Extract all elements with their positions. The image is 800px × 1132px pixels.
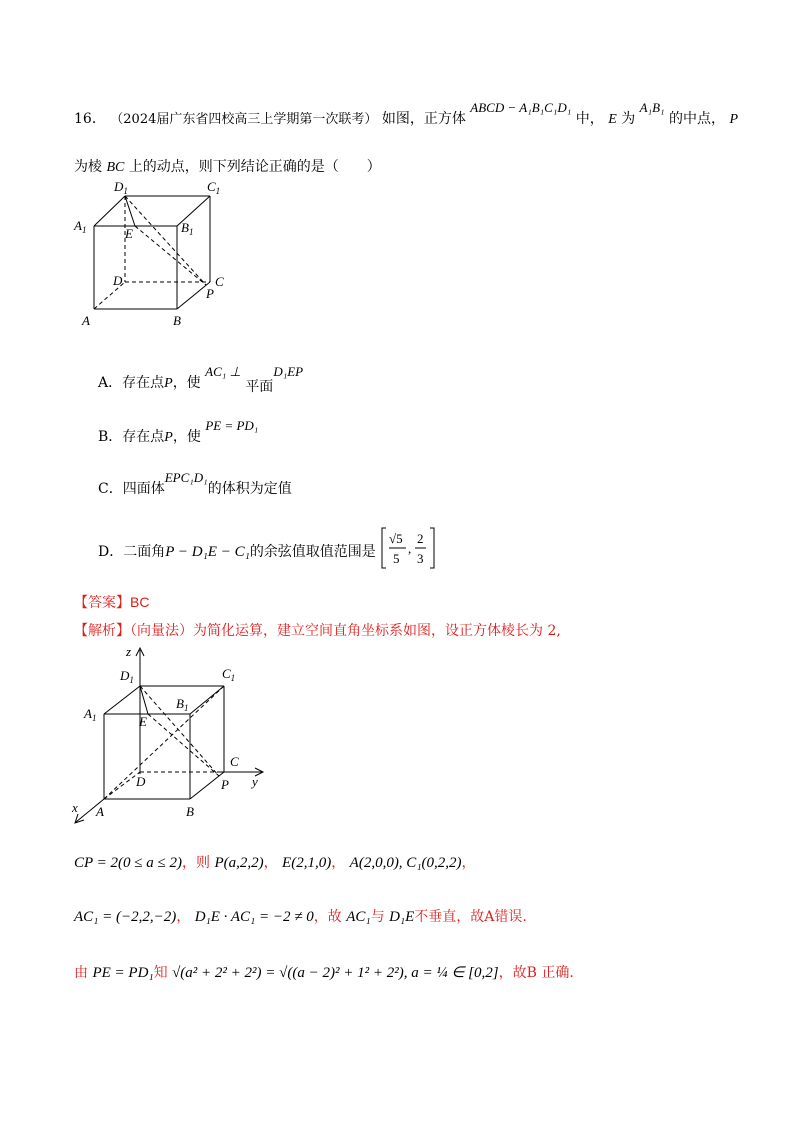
range-high-denominator: 3 <box>417 551 424 566</box>
label-b: B <box>173 313 181 328</box>
option-c[interactable] <box>98 470 292 498</box>
label-a1: $A_1$ <box>74 218 87 235</box>
option-c-suffix: 的体积为定值 <box>207 481 292 497</box>
analysis-label: 【解析】 <box>74 623 130 639</box>
svg-text:,: , <box>408 541 412 556</box>
label-a1: $A_1$ <box>84 706 97 723</box>
label-d: D <box>136 774 146 789</box>
option-d-range <box>380 526 436 570</box>
step-2-text: 与 <box>370 909 385 925</box>
step-1-point-p: P(a,2,2) <box>214 855 264 871</box>
step-3 <box>74 962 574 982</box>
point-p: P <box>729 112 739 127</box>
label-c1: $C_1$ <box>222 666 236 683</box>
analysis-line <box>74 620 561 640</box>
label-a: A <box>96 804 104 819</box>
option-b-text: ，使 <box>172 429 201 445</box>
point-p: P <box>164 430 173 445</box>
step-2-d1e: D₁E <box>389 909 415 925</box>
step-1: CP = 2(0 ≤ a ≤ 2)，则 P(a,2,2)， E(2,1,0)， A(2,0,0), C₁(0,2,2)， <box>74 855 476 871</box>
hidden-line-d1-p <box>125 196 206 285</box>
question-text: 如图，正方体 <box>381 111 466 127</box>
option-d-math: P − D₁E − C₁ <box>165 544 250 560</box>
option-a-math-2: D₁EP <box>273 364 304 379</box>
question-line-1 <box>74 100 739 128</box>
option-a[interactable] <box>98 364 304 395</box>
option-b-math: PE = PD₁ <box>205 418 259 433</box>
analysis-intro: （向量法）为简化运算，建立空间直角坐标系如图，设正方体棱长为 2, <box>130 623 561 639</box>
edge-b1-c1 <box>190 686 224 714</box>
step-2-dot-product: D₁E · AC₁ = −2 ≠ 0 <box>194 909 314 925</box>
label-x: x <box>72 800 78 815</box>
question-number: 16． <box>74 111 106 127</box>
step-2-vector-ac1: AC₁ = (−2,2,−2) <box>74 909 177 925</box>
step-2-ac1: AC₁ <box>346 909 371 925</box>
option-c-math: EPC₁D₁ <box>164 470 208 485</box>
hidden-line-e-p <box>135 226 206 285</box>
answer-label: 【答案】 <box>74 595 130 611</box>
step-2: AC₁ = (−2,2,−2)， D₁E · AC₁ = −2 ≠ 0，故 AC₁与 D₁E不垂直，故A错误. <box>74 909 527 925</box>
label-c: C <box>230 754 239 769</box>
hidden-edge-a-d <box>104 772 140 799</box>
question-source: （2024届广东省四校高三上学期第一次联考） <box>110 112 378 127</box>
option-a-math-1: AC₁ ⊥ <box>205 364 241 379</box>
step-1-text: ，则 <box>181 855 210 871</box>
step-3-conclusion: ，故B 正确. <box>498 965 574 981</box>
step-1-point-e: E(2,1,0) <box>282 855 332 871</box>
step-3-equation: PE = PD₁ <box>92 965 154 981</box>
option-b-prefix: B．存在点 <box>98 429 165 445</box>
step-3-text: 知 <box>153 965 168 981</box>
option-b[interactable] <box>98 418 259 446</box>
question-text: 的中点， <box>669 111 726 127</box>
label-p: P <box>221 777 229 792</box>
label-c: C <box>215 274 224 289</box>
label-b1: $B_1$ <box>176 696 189 713</box>
question-text: 中， <box>575 111 604 127</box>
range-low-denominator: 5 <box>393 551 400 566</box>
edge-a1-d1 <box>104 686 140 714</box>
point-e: E <box>608 112 617 127</box>
point-p: P <box>164 376 173 391</box>
line-d1-e <box>125 196 135 226</box>
label-e: E <box>125 226 133 241</box>
option-a-prefix: A．存在点 <box>98 375 165 391</box>
option-d[interactable] <box>98 530 436 574</box>
edge-a1-d1 <box>94 196 125 226</box>
question-text: 上的动点，则下列结论正确的是（ ） <box>128 159 381 175</box>
edge-bc: BC <box>106 160 125 175</box>
step-3-solution: √(a² + 2² + 2²) = √((a − 2)² + 1² + 2²), a = ¼ ∈ [0,2] <box>172 965 499 981</box>
range-low-numerator: √5 <box>389 531 403 546</box>
step-1-points-a-c1: A(2,0,0), C₁(0,2,2) <box>349 855 462 871</box>
label-y: y <box>252 774 258 789</box>
line-d1-e <box>140 686 148 714</box>
cube-name: ABCD − A₁B₁C₁D₁ <box>470 100 572 115</box>
step-2-text: ，故 <box>313 909 342 925</box>
hidden-line-a-c1 <box>104 686 224 799</box>
range-high-numerator: 2 <box>417 531 424 546</box>
label-d: D <box>113 273 123 288</box>
label-p: P <box>206 286 214 301</box>
label-b1: $B_1$ <box>181 220 194 237</box>
option-a-text: ，使 <box>172 375 201 391</box>
cube-figure-1 <box>70 172 240 332</box>
option-a-plane: 平面 <box>245 379 274 395</box>
label-d1: $D_1$ <box>114 179 128 196</box>
label-a: A <box>82 313 90 328</box>
label-d1: $D_1$ <box>120 668 134 685</box>
cube-figure-2 <box>66 644 266 826</box>
question-text: 为 <box>621 111 636 127</box>
label-b: B <box>186 804 194 819</box>
step-2-conclusion: 不垂直，故A错误. <box>414 909 527 925</box>
answer-line <box>74 592 149 612</box>
option-c-prefix: C．四面体 <box>98 481 165 497</box>
label-z: z <box>126 644 132 659</box>
segment-a1b1: A₁B₁ <box>639 100 665 115</box>
label-e: E <box>139 714 147 729</box>
question-text: 为棱 <box>74 159 102 175</box>
label-c1: $C_1$ <box>207 179 221 196</box>
option-d-suffix: 的余弦值取值范围是 <box>249 544 376 560</box>
hidden-line-e-p <box>148 714 219 776</box>
answer-value: BC <box>130 594 150 610</box>
step-1-cp: CP = 2(0 ≤ a ≤ 2) <box>74 855 182 871</box>
step-3-text: 由 <box>74 965 88 981</box>
option-d-prefix: D．二面角 <box>98 544 166 560</box>
